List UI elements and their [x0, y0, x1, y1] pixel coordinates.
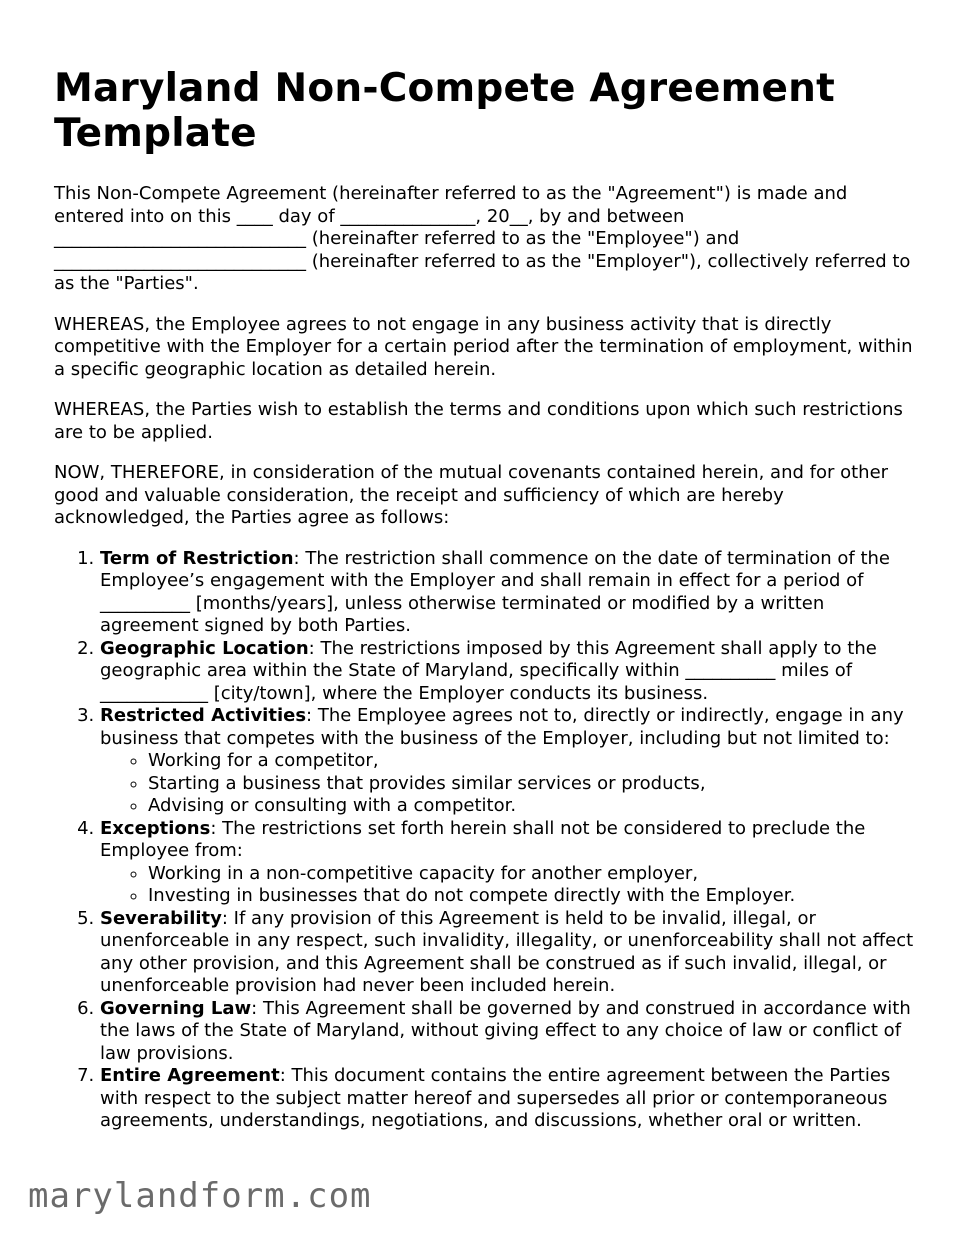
- section-heading: Geographic Location: [100, 637, 309, 659]
- whereas-paragraph-2: WHEREAS, the Parties wish to establish the terms and conditions upon which such restrictions are to be applied.: [54, 399, 903, 443]
- list-item: ◦ Working for a competitor,: [148, 750, 916, 773]
- now-therefore-paragraph: NOW, THEREFORE, in consideration of the mutual covenants contained herein, and for other good and valuable consideration, the receipt and sufficiency of which are hereby acknowledged, the Parties agree as follows:: [54, 462, 889, 528]
- section-geographic-location: [100, 638, 916, 706]
- list-item: ◦ Advising or consulting with a competitor.: [148, 795, 916, 818]
- exceptions-list: [100, 863, 916, 908]
- section-severability: [100, 908, 916, 998]
- intro-paragraph: This Non-Compete Agreement (hereinafter referred to as the "Agreement") is made and entered into on this ____ day of _______________, 20__, by and between ____________________________ (hereinafter referred to as the "Employee") and ____________________________ (hereinafter referred to as the "Employer"), collectively referred to as the "Parties".: [54, 183, 911, 294]
- list-item: ◦ Investing in businesses that do not compete directly with the Employer.: [148, 885, 916, 908]
- watermark: marylandform.com: [28, 1176, 372, 1216]
- page-title: Maryland Non-Compete Agreement Template: [54, 66, 835, 156]
- section-text: : The Employee agrees not to, directly or indirectly, engage in any business that competes with the business of the Employer, including but not limited to:: [100, 705, 904, 749]
- section-text: : The restriction shall commence on the date of termination of the Employee’s engagement with the Employer and shall remain in effect for a period of __________ [months/years], unless otherwise terminated or modified by a written agreement signed by both Parties.: [100, 547, 891, 636]
- section-heading: Governing Law: [100, 997, 252, 1019]
- section-text: : This Agreement shall be governed by and construed in accordance with the laws of the State of Maryland, without giving effect to any choice of law or conflict of law provisions.: [100, 997, 911, 1064]
- list-item: ◦ Working in a non-competitive capacity for another employer,: [148, 863, 916, 886]
- section-text: : The restrictions set forth herein shall not be considered to preclude the Employee from:: [100, 817, 866, 861]
- section-entire-agreement: [100, 1065, 916, 1133]
- list-item: ◦ Starting a business that provides similar services or products,: [148, 773, 916, 796]
- section-governing-law: [100, 998, 916, 1066]
- section-heading: Severability: [100, 907, 222, 929]
- section-text: : If any provision of this Agreement is held to be invalid, illegal, or unenforceable in any respect, such invalidity, illegality, or unenforceability shall not affect any other provision, and this Agreement shall be construed as if such invalid, illegal, or unenforceable provision had never been included herein.: [100, 907, 914, 996]
- section-heading: Exceptions: [100, 817, 211, 839]
- section-restricted-activities: [100, 705, 916, 818]
- terms-list: [54, 548, 916, 1133]
- document-page: [54, 66, 916, 1133]
- section-text: : The restrictions imposed by this Agreement shall apply to the geographic area within the State of Maryland, specifically within __________ miles of ____________ [city/town], where the Employer conducts its business.: [100, 637, 877, 704]
- section-term-of-restriction: [100, 548, 916, 638]
- section-exceptions: [100, 818, 916, 908]
- section-heading: Entire Agreement: [100, 1065, 280, 1086]
- restricted-activities-list: [100, 750, 916, 818]
- whereas-paragraph-1: WHEREAS, the Employee agrees to not engage in any business activity that is directly competitive with the Employer for a certain period after the termination of employment, within a specific geographic location as detailed herein.: [54, 313, 913, 380]
- section-heading: Restricted Activities: [100, 705, 307, 726]
- section-heading: Term of Restriction: [100, 547, 294, 569]
- section-text: : This document contains the entire agreement between the Parties with respect to the subject matter hereof and supersedes all prior or contemporaneous agreements, understandings, negotiations, and discussions, whether oral or written.: [100, 1065, 891, 1131]
